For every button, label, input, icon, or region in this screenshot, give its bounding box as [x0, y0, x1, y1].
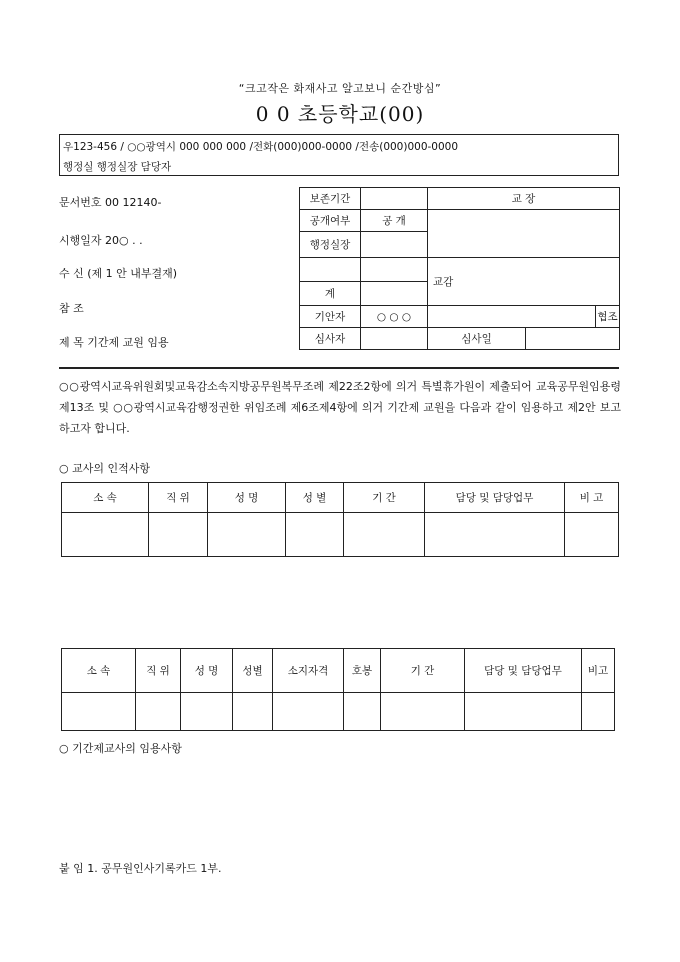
data-cell	[565, 513, 619, 557]
admin-chief-sign	[361, 232, 428, 258]
appointment-table	[61, 648, 615, 731]
review-date-label: 심사일	[428, 328, 526, 350]
admin-chief-label: 행정실장	[300, 232, 361, 258]
header-cell: 성 명	[181, 649, 233, 693]
issue-date: 시행일자 20○ . .	[59, 234, 143, 247]
reviewer-value	[361, 328, 428, 350]
data-cell	[381, 693, 465, 731]
header-cell: 소 속	[62, 483, 149, 513]
data-cell	[425, 513, 565, 557]
data-cell	[233, 693, 273, 731]
data-cell	[344, 513, 425, 557]
header-cell: 성 명	[208, 483, 286, 513]
drafter-label: 기안자	[300, 306, 361, 328]
header-cell: 소 속	[62, 649, 136, 693]
header-cell: 담당 및 담당업무	[465, 649, 582, 693]
drafter-value: ○ ○ ○	[361, 306, 428, 328]
data-cell	[149, 513, 208, 557]
cooperation-label: 협조	[596, 306, 620, 328]
data-cell	[181, 693, 233, 731]
divider	[59, 367, 619, 369]
data-cell	[208, 513, 286, 557]
blank-cell	[361, 258, 428, 282]
approval-table	[299, 187, 620, 350]
review-date-value	[526, 328, 620, 350]
data-cell	[62, 513, 149, 557]
address-line: 우123-456 / ○○광역시 000 000 000 /전화(000)000-0000 /전송(000)000-0000	[63, 141, 459, 153]
header-cell: 비고	[582, 649, 615, 693]
reference: 참 조	[59, 302, 84, 315]
section1-title: ○ 교사의 인적사항	[59, 462, 150, 475]
header-cell: 호봉	[344, 649, 381, 693]
teacher-info-table	[61, 482, 619, 557]
address-box	[59, 134, 619, 176]
data-cell	[62, 693, 136, 731]
office-line: 행정실 행정실장 담당자	[63, 161, 172, 173]
sum-label: 계	[300, 282, 361, 306]
blank-cell	[428, 306, 596, 328]
data-cell	[286, 513, 344, 557]
data-cell	[465, 693, 582, 731]
disclosure-value: 공 개	[361, 210, 428, 232]
header-cell: 기 간	[344, 483, 425, 513]
attachment: 붙 임 1. 공무원인사기록카드 1부.	[59, 862, 222, 875]
slogan: “크고작은 화재사고 알고보니 순간방심”	[238, 82, 442, 95]
recipient: 수 신 (제 1 안 내부결재)	[59, 267, 178, 280]
header-cell: 기 간	[381, 649, 465, 693]
header-cell: 직 위	[149, 483, 208, 513]
vice-principal-label: 교감	[428, 258, 620, 306]
principal-sign	[428, 210, 620, 258]
header-cell: 성 별	[286, 483, 344, 513]
principal-label: 교 장	[428, 188, 620, 210]
school-title: 0 0 초등학교(00)	[255, 102, 425, 126]
header-cell: 담당 및 담당업무	[425, 483, 565, 513]
data-cell	[136, 693, 181, 731]
header-cell: 성별	[233, 649, 273, 693]
body-paragraph: ○○광역시교육위원회및교육감소속지방공무원복무조례 제22조2항에 의거 특별휴가원이 제출되어 교육공무원임용령 제13조 및 ○○광역시교육감행정권한 위임조례 제6조제4항에 의거 기간제 교원을 다음과 같이 임용하고 제2안 보고하고자 합니다.	[59, 380, 621, 435]
data-cell	[582, 693, 615, 731]
header-cell: 직 위	[136, 649, 181, 693]
header-cell: 비 고	[565, 483, 619, 513]
data-cell	[273, 693, 344, 731]
disclosure-label: 공개여부	[300, 210, 361, 232]
retention-label: 보존기간	[300, 188, 361, 210]
reviewer-label: 심사자	[300, 328, 361, 350]
blank-cell	[300, 258, 361, 282]
data-cell	[344, 693, 381, 731]
subject: 제 목 기간제 교원 임용	[59, 336, 169, 349]
section2-title: ○ 기간제교사의 임용사항	[59, 742, 182, 755]
blank-cell	[361, 282, 428, 306]
retention-value	[361, 188, 428, 210]
header-cell: 소지자격	[273, 649, 344, 693]
doc-number: 문서번호 00 12140-	[59, 196, 162, 209]
